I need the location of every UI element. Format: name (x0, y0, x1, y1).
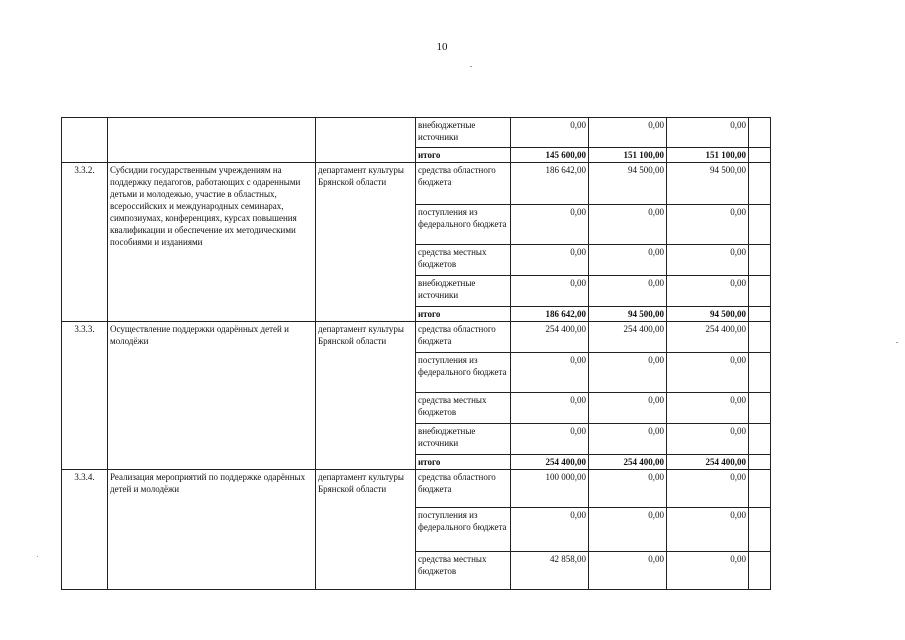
value-cell: 0,00 (667, 118, 749, 148)
table-row (62, 118, 771, 148)
funding-source: средства областного бюджета (416, 470, 511, 508)
item-department: департамент культуры Брянской области (316, 163, 416, 322)
blank-cell (749, 508, 771, 552)
value-cell: 0,00 (667, 393, 749, 424)
value-cell: 186 642,00 (511, 163, 589, 205)
value-cell: 0,00 (667, 424, 749, 455)
blank-cell (749, 307, 771, 322)
blank-cell (749, 393, 771, 424)
blank-cell (749, 276, 771, 307)
scan-speck (470, 66, 472, 67)
blank-cell (749, 455, 771, 470)
value-cell: 0,00 (589, 118, 667, 148)
funding-source: итого (416, 455, 511, 470)
value-cell: 145 600,00 (511, 148, 589, 163)
funding-source: средства местных бюджетов (416, 245, 511, 276)
value-cell: 100 000,00 (511, 470, 589, 508)
funding-source: поступления из федерального бюджета (416, 205, 511, 245)
value-cell: 0,00 (667, 245, 749, 276)
blank-cell (749, 118, 771, 148)
code-cell (62, 118, 108, 163)
value-cell: 254 400,00 (511, 322, 589, 353)
value-cell: 254 400,00 (667, 322, 749, 353)
table-body (62, 118, 771, 590)
funding-source: средства областного бюджета (416, 322, 511, 353)
value-cell: 254 400,00 (589, 455, 667, 470)
funding-source: средства местных бюджетов (416, 552, 511, 590)
scan-speck (896, 342, 898, 343)
page-bottom-margin (0, 600, 905, 640)
blank-cell (749, 552, 771, 590)
source-cell: внебюджетные источники (416, 118, 511, 148)
value-cell: 0,00 (667, 353, 749, 393)
value-cell: 0,00 (511, 205, 589, 245)
funding-source: внебюджетные источники (416, 424, 511, 455)
value-cell: 0,00 (511, 245, 589, 276)
item-code: 3.3.4. (62, 470, 108, 590)
value-cell: 94 500,00 (589, 307, 667, 322)
value-cell: 0,00 (511, 276, 589, 307)
blank-cell (749, 424, 771, 455)
value-cell: 0,00 (589, 470, 667, 508)
funding-source: средства областного бюджета (416, 163, 511, 205)
value-cell: 151 100,00 (589, 148, 667, 163)
scan-speck (37, 556, 38, 557)
value-cell: 0,00 (667, 276, 749, 307)
blank-cell (749, 353, 771, 393)
value-cell: 254 400,00 (667, 455, 749, 470)
value-cell: 186 642,00 (511, 307, 589, 322)
blank-cell (749, 470, 771, 508)
table-row (62, 322, 771, 353)
value-cell: 0,00 (589, 205, 667, 245)
value-cell: 0,00 (667, 508, 749, 552)
funding-source: поступления из федерального бюджета (416, 508, 511, 552)
item-title: Осуществление поддержки одарённых детей и молодёжи (108, 322, 316, 470)
value-cell: 0,00 (589, 508, 667, 552)
item-department: департамент культуры Брянской области (316, 470, 416, 590)
blank-cell (749, 245, 771, 276)
item-department: департамент культуры Брянской области (316, 322, 416, 470)
funding-source: средства местных бюджетов (416, 393, 511, 424)
value-cell: 0,00 (667, 470, 749, 508)
blank-cell (749, 148, 771, 163)
value-cell: 94 500,00 (589, 163, 667, 205)
title-cell (108, 118, 316, 163)
value-cell: 0,00 (589, 424, 667, 455)
budget-table (61, 117, 771, 590)
item-title: Реализация мероприятий по поддержке одарённых детей и молодёжи (108, 470, 316, 590)
value-cell: 0,00 (511, 424, 589, 455)
funding-source: поступления из федерального бюджета (416, 353, 511, 393)
page-number: 10 (436, 41, 448, 53)
value-cell: 0,00 (667, 552, 749, 590)
source-cell: итого (416, 148, 511, 163)
table-row (62, 470, 771, 508)
value-cell: 0,00 (589, 245, 667, 276)
blank-cell (749, 205, 771, 245)
blank-cell (749, 163, 771, 205)
value-cell: 0,00 (667, 205, 749, 245)
value-cell: 0,00 (589, 353, 667, 393)
table-row (62, 163, 771, 205)
value-cell: 0,00 (589, 276, 667, 307)
value-cell: 0,00 (511, 353, 589, 393)
value-cell: 0,00 (589, 552, 667, 590)
value-cell: 151 100,00 (667, 148, 749, 163)
value-cell: 0,00 (511, 508, 589, 552)
value-cell: 94 500,00 (667, 307, 749, 322)
value-cell: 254 400,00 (511, 455, 589, 470)
funding-source: внебюджетные источники (416, 276, 511, 307)
value-cell: 0,00 (511, 118, 589, 148)
value-cell: 0,00 (589, 393, 667, 424)
value-cell: 0,00 (511, 393, 589, 424)
item-title: Субсидии государственным учреждениям на поддержку педагогов, работающих с одаренными детьми и молодежью, участие в областных, всероссийских и международных семинарах, симпозиумах, конференциях, курсах повышения квалификации и обеспечение их методическими пособиями и изданиями (108, 163, 316, 322)
value-cell: 94 500,00 (667, 163, 749, 205)
value-cell: 254 400,00 (589, 322, 667, 353)
item-code: 3.3.2. (62, 163, 108, 322)
dept-cell (316, 118, 416, 163)
item-code: 3.3.3. (62, 322, 108, 470)
value-cell: 42 858,00 (511, 552, 589, 590)
funding-source: итого (416, 307, 511, 322)
blank-cell (749, 322, 771, 353)
